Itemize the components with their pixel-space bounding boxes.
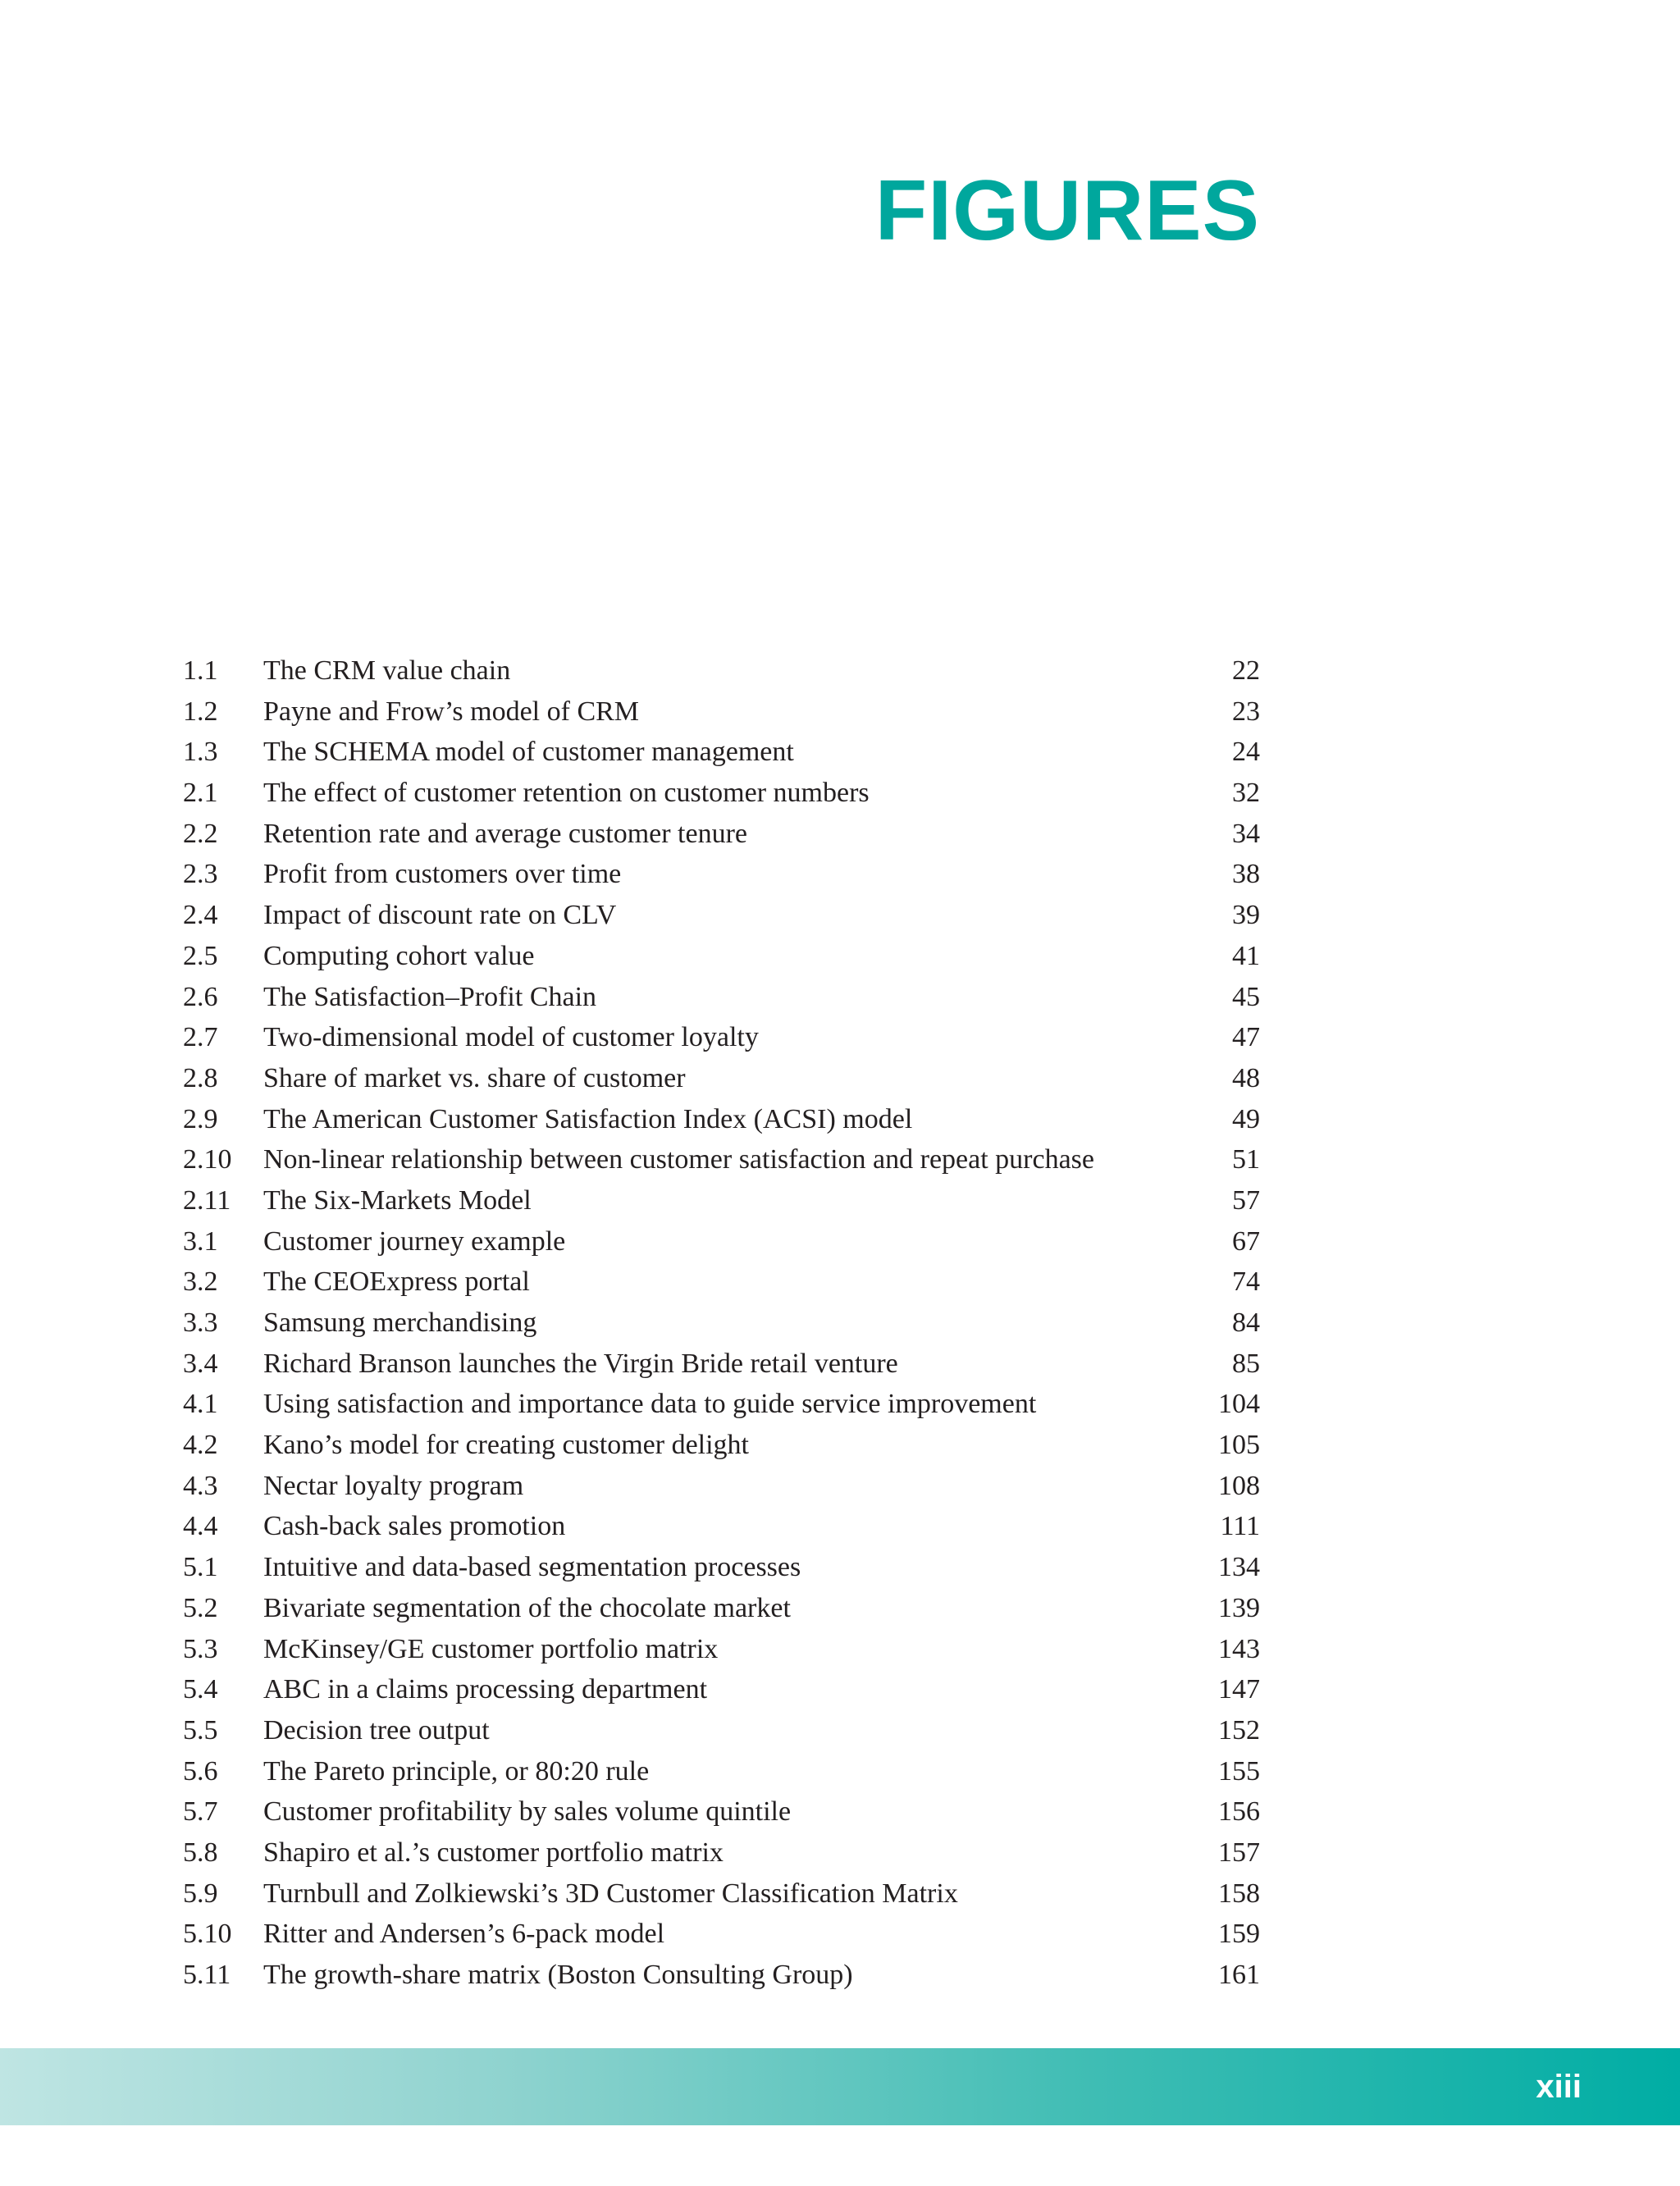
figure-number: 3.4: [183, 1348, 218, 1379]
figure-number: 5.11: [183, 1960, 231, 1990]
figure-entry: [183, 1466, 1260, 1507]
figure-page-number: 24: [1232, 737, 1260, 768]
figure-entry: [183, 1873, 1260, 1914]
figure-entry: [183, 814, 1260, 855]
figure-title: Bivariate segmentation of the chocolate market: [263, 1592, 791, 1623]
figure-entry: [183, 1262, 1260, 1303]
figure-page-number: 156: [1218, 1796, 1260, 1828]
figure-entry: [183, 1221, 1260, 1262]
figure-title: Customer profitability by sales volume quintile: [263, 1796, 792, 1828]
figure-page-number: 57: [1232, 1184, 1260, 1216]
figure-title: Profit from customers over time: [263, 859, 622, 890]
figure-number: 3.2: [183, 1266, 218, 1298]
figure-title: Computing cohort value: [263, 940, 535, 971]
figure-entry: [183, 1506, 1260, 1547]
figure-entry: [183, 1832, 1260, 1873]
figure-number: 1.1: [183, 655, 218, 686]
figure-entry: [183, 1180, 1260, 1221]
figure-page-number: 32: [1232, 778, 1260, 809]
figure-title: The CEOExpress portal: [263, 1266, 530, 1298]
figure-number: 5.5: [183, 1714, 218, 1746]
figure-entry: [183, 1099, 1260, 1140]
figure-title: Two-dimensional model of customer loyalty: [263, 1022, 759, 1053]
figure-entry: [183, 977, 1260, 1018]
figure-page-number: 22: [1232, 655, 1260, 686]
figure-entry: [183, 1955, 1260, 1996]
figure-title: Shapiro et al.’s customer portfolio matrix: [263, 1837, 724, 1868]
figure-page-number: 41: [1232, 940, 1260, 971]
figure-page-number: 47: [1232, 1022, 1260, 1053]
footer-band: [0, 2048, 1680, 2125]
figure-entry: [183, 773, 1260, 814]
figure-page-number: 48: [1232, 1062, 1260, 1093]
figure-page-number: 111: [1220, 1511, 1260, 1542]
figure-page-number: 39: [1232, 900, 1260, 931]
figure-entry: [183, 895, 1260, 936]
figure-number: 4.1: [183, 1389, 218, 1420]
figure-page-number: 45: [1232, 981, 1260, 1012]
figure-title: The effect of customer retention on customer numbers: [263, 778, 870, 809]
figure-entry: [183, 936, 1260, 977]
figure-number: 4.3: [183, 1470, 218, 1501]
figure-number: 5.6: [183, 1755, 218, 1787]
figure-title: Nectar loyalty program: [263, 1470, 524, 1501]
figure-title: ABC in a claims processing department: [263, 1674, 708, 1705]
figure-page-number: 49: [1232, 1103, 1260, 1134]
figure-entry: [183, 1344, 1260, 1385]
figure-number: 4.4: [183, 1511, 218, 1542]
figure-page-number: 74: [1232, 1266, 1260, 1298]
figure-number: 2.7: [183, 1022, 218, 1053]
page-title: FIGURES: [874, 163, 1260, 258]
figure-page-number: 158: [1218, 1878, 1260, 1909]
figure-number: 5.1: [183, 1552, 218, 1583]
figure-number: 2.6: [183, 981, 218, 1012]
figure-title: Impact of discount rate on CLV: [263, 900, 617, 931]
figure-title: Using satisfaction and importance data to guide service improvement: [263, 1389, 1037, 1420]
figure-page-number: 157: [1218, 1837, 1260, 1868]
figure-title: Turnbull and Zolkiewski’s 3D Customer Classification Matrix: [263, 1878, 958, 1909]
figure-entry: [183, 1914, 1260, 1955]
figure-page-number: 147: [1218, 1674, 1260, 1705]
figure-entry: [183, 1669, 1260, 1710]
figure-number: 2.1: [183, 778, 218, 809]
figure-entry: [183, 732, 1260, 773]
figure-number: 5.4: [183, 1674, 218, 1705]
figure-title: Cash-back sales promotion: [263, 1511, 566, 1542]
figure-entry: [183, 1547, 1260, 1588]
figure-number: 5.3: [183, 1633, 218, 1664]
figure-title: The Satisfaction–Profit Chain: [263, 981, 597, 1012]
figure-title: Decision tree output: [263, 1714, 490, 1746]
figure-title: Richard Branson launches the Virgin Bride retail venture: [263, 1348, 898, 1379]
figure-entry: [183, 1384, 1260, 1425]
figure-number: 2.2: [183, 818, 218, 849]
figure-page-number: 155: [1218, 1755, 1260, 1787]
figure-number: 5.2: [183, 1592, 218, 1623]
figure-title: Ritter and Andersen’s 6-pack model: [263, 1919, 665, 1950]
figure-number: 2.4: [183, 900, 218, 931]
figure-title: The Pareto principle, or 80:20 rule: [263, 1755, 650, 1787]
figure-entry: [183, 1588, 1260, 1629]
figure-title: The CRM value chain: [263, 655, 511, 686]
figure-number: 5.10: [183, 1919, 232, 1950]
figure-title: The Six-Markets Model: [263, 1184, 532, 1216]
figure-title: Non-linear relationship between customer satisfaction and repeat purchase: [263, 1144, 1094, 1175]
figure-page-number: 143: [1218, 1633, 1260, 1664]
figure-title: Share of market vs. share of customer: [263, 1062, 686, 1093]
figure-number: 3.1: [183, 1225, 218, 1257]
figure-entry: [183, 1751, 1260, 1792]
figure-page-number: 67: [1232, 1225, 1260, 1257]
figure-page-number: 34: [1232, 818, 1260, 849]
figure-page-number: 104: [1218, 1389, 1260, 1420]
figure-page-number: 134: [1218, 1552, 1260, 1583]
figure-entry: [183, 1629, 1260, 1670]
figure-number: 2.11: [183, 1184, 231, 1216]
figure-page-number: 152: [1218, 1714, 1260, 1746]
figure-number: 2.9: [183, 1103, 218, 1134]
figure-entry: [183, 1303, 1260, 1344]
figure-title: The growth-share matrix (Boston Consulting Group): [263, 1960, 853, 1990]
figure-number: 2.3: [183, 859, 218, 890]
figure-title: Samsung merchandising: [263, 1307, 537, 1338]
figure-page-number: 38: [1232, 859, 1260, 890]
figure-page-number: 108: [1218, 1470, 1260, 1501]
figure-title: Retention rate and average customer tenure: [263, 818, 748, 849]
figure-entry: [183, 1425, 1260, 1466]
figure-title: The SCHEMA model of customer management: [263, 737, 794, 768]
figure-title: Payne and Frow’s model of CRM: [263, 696, 640, 727]
figure-page-number: 159: [1218, 1919, 1260, 1950]
figure-entry: [183, 1791, 1260, 1832]
figure-page-number: 161: [1218, 1960, 1260, 1990]
figure-title: Kano’s model for creating customer delight: [263, 1430, 749, 1461]
figure-number: 1.2: [183, 696, 218, 727]
figure-entry: [183, 691, 1260, 732]
figure-title: Customer journey example: [263, 1225, 566, 1257]
figure-entry: [183, 854, 1260, 895]
figure-number: 3.3: [183, 1307, 218, 1338]
figure-page-number: 23: [1232, 696, 1260, 727]
figure-entry: [183, 1710, 1260, 1751]
figure-number: 4.2: [183, 1430, 218, 1461]
figure-number: 5.7: [183, 1796, 218, 1828]
figure-list: [183, 650, 1260, 1996]
figure-entry: [183, 1058, 1260, 1099]
figure-title: Intuitive and data-based segmentation processes: [263, 1552, 801, 1583]
figure-number: 2.5: [183, 940, 218, 971]
figure-page-number: 139: [1218, 1592, 1260, 1623]
figure-number: 5.9: [183, 1878, 218, 1909]
figure-number: 1.3: [183, 737, 218, 768]
figure-page-number: 85: [1232, 1348, 1260, 1379]
figure-page-number: 84: [1232, 1307, 1260, 1338]
figure-entry: [183, 1139, 1260, 1180]
figure-title: The American Customer Satisfaction Index (ACSI) model: [263, 1103, 913, 1134]
figure-entry: [183, 650, 1260, 691]
figure-number: 5.8: [183, 1837, 218, 1868]
figure-number: 2.10: [183, 1144, 232, 1175]
figure-number: 2.8: [183, 1062, 218, 1093]
page-number: xiii: [1536, 2069, 1582, 2105]
figure-entry: [183, 1017, 1260, 1058]
figure-page-number: 105: [1218, 1430, 1260, 1461]
figure-title: McKinsey/GE customer portfolio matrix: [263, 1633, 719, 1664]
figure-page-number: 51: [1232, 1144, 1260, 1175]
